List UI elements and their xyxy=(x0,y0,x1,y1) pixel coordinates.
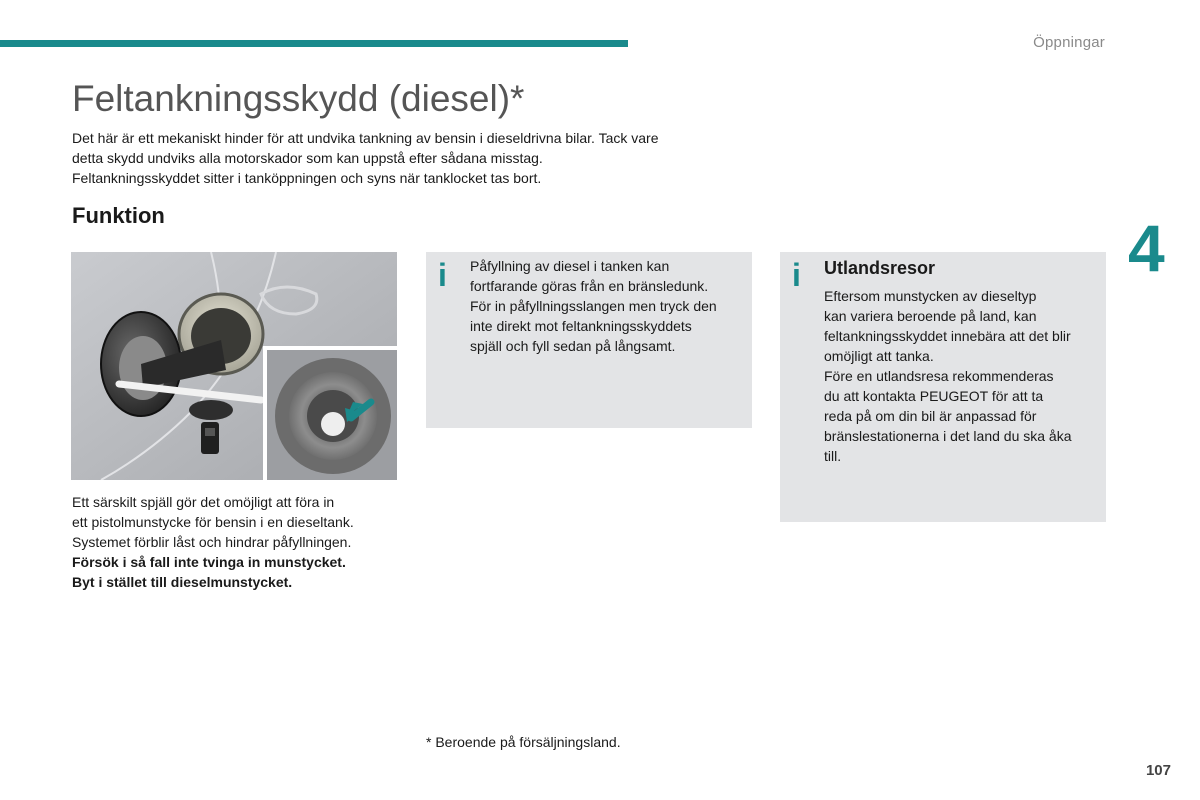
info-box-travel-abroad xyxy=(780,252,1106,522)
caption-line: ett pistolmunstycke för bensin i en dieseltank. xyxy=(72,514,354,530)
info-line: Före en utlandsresa rekommenderas xyxy=(824,368,1054,384)
page-title: Feltankningsskydd (diesel)* xyxy=(72,78,525,119)
function-caption xyxy=(72,492,402,592)
intro-line: detta skydd undviks alla motorskador som kan uppstå efter sådana misstag. xyxy=(72,150,543,166)
caption-bold-line: Försök i så fall inte tvinga in munstycket. xyxy=(72,554,346,570)
caption-line: Systemet förblir låst och hindrar påfyllningen. xyxy=(72,534,352,550)
info-line: spjäll och fyll sedan på långsamt. xyxy=(470,338,676,354)
info-line: bränslestationerna i det land du ska åka xyxy=(824,428,1072,444)
function-heading: Funktion xyxy=(72,203,165,228)
top-accent-bar xyxy=(0,40,628,47)
fuel-filler-drawing xyxy=(71,252,397,480)
intro-line: Feltankningsskyddet sitter i tanköppningen och syns när tanklocket tas bort. xyxy=(72,170,542,186)
caption-line: Ett särskilt spjäll gör det omöjligt att föra in xyxy=(72,494,335,510)
info-line: Eftersom munstycken av dieseltyp xyxy=(824,288,1037,304)
info-icon: i xyxy=(792,257,801,293)
info-box-heading: Utlandsresor xyxy=(824,258,936,278)
info-line: För in påfyllningsslangen men tryck den xyxy=(470,298,717,314)
info-line: du att kontakta PEUGEOT för att ta xyxy=(824,388,1044,404)
info-box-diesel-refill xyxy=(426,252,752,428)
info-line: omöjligt att tanka. xyxy=(824,348,934,364)
info-line: kan variera beroende på land, kan xyxy=(824,308,1037,324)
info-line: fortfarande göras från en bränsledunk. xyxy=(470,278,709,294)
chapter-number: 4 xyxy=(1128,211,1165,285)
info-line: inte direkt mot feltankningsskyddets xyxy=(470,318,692,334)
caption-bold-line: Byt i stället till dieselmunstycket. xyxy=(72,574,293,590)
info-line: feltankningsskyddet innebära att det blir xyxy=(824,328,1071,344)
intro-line: Det här är ett mekaniskt hinder för att undvika tankning av bensin i dieseldrivna bilar. Tack vare xyxy=(72,130,659,146)
section-label: Öppningar xyxy=(1033,34,1105,51)
info-box-text xyxy=(824,256,1100,466)
info-line: Påfyllning av diesel i tanken kan xyxy=(470,258,670,274)
fuel-filler-illustration-icon xyxy=(71,252,397,480)
footnote: * Beroende på försäljningsland. xyxy=(426,734,621,750)
info-icon: i xyxy=(438,257,447,293)
info-line: reda på om din bil är anpassad för xyxy=(824,408,1037,424)
info-line: till. xyxy=(824,448,842,464)
info-box-text xyxy=(470,256,746,356)
page-number: 107 xyxy=(1145,762,1171,779)
intro-paragraph xyxy=(72,128,772,188)
